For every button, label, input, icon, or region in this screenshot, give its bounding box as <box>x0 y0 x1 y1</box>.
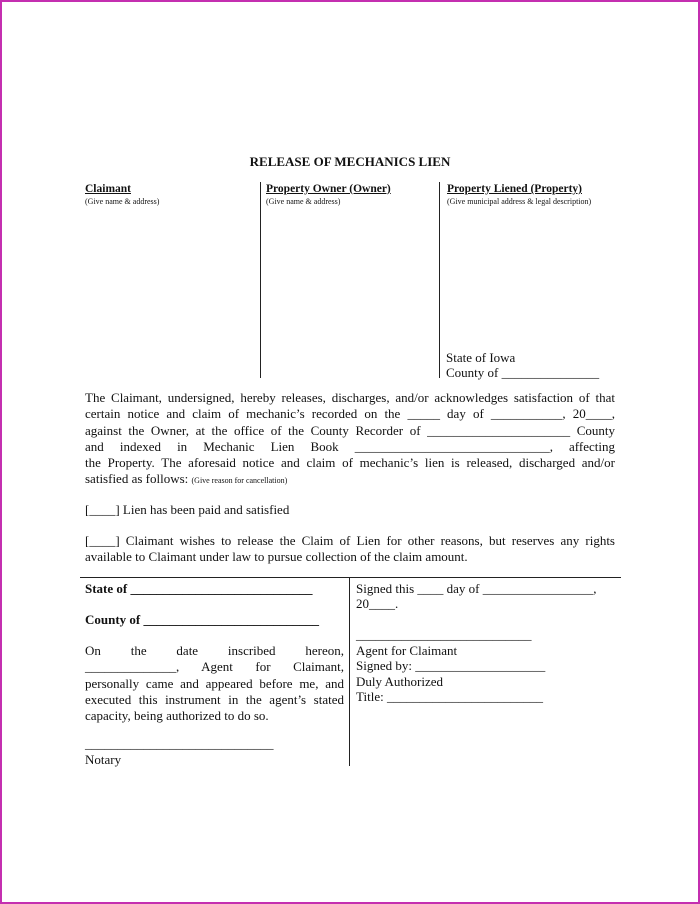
duly-authorized: Duly Authorized <box>356 674 444 689</box>
option-paid: [____] Lien has been paid and satisfied <box>85 502 290 517</box>
cancellation-note: (Give reason for cancellation) <box>191 476 288 486</box>
document-title: RELEASE OF MECHANICS LIEN <box>249 154 451 169</box>
signed-date-line: Signed this ____ day of _________________, <box>356 581 597 596</box>
owner-note: (Give name & address) <box>266 197 341 206</box>
notary-county: County of ___________________________ <box>85 612 320 627</box>
ack-line: On the date inscribed hereon, <box>85 643 344 658</box>
column-divider-2 <box>439 182 440 378</box>
owner-heading: Property Owner (Owner) <box>266 183 391 195</box>
acknowledgement <box>85 643 344 724</box>
notary-state: State of ____________________________ <box>85 581 313 596</box>
table-top-rule <box>80 577 621 578</box>
county-line: County of _______________ <box>446 365 600 380</box>
paragraph-line: certain notice and claim of mechanic’s recorded on the _____ day of ___________, 20____, <box>85 406 615 422</box>
property-heading: Property Liened (Property) <box>447 183 582 195</box>
property-note: (Give municipal address & legal description) <box>447 197 592 206</box>
option-other-line: [____] Claimant wishes to release the Claim of Lien for other reasons, but reserves any rights <box>85 533 615 548</box>
option-other-line: available to Claimant under law to pursue collection of the claim amount. <box>85 549 468 565</box>
ack-line: ______________, Agent for Claimant, <box>85 659 344 675</box>
option-other <box>85 533 615 566</box>
paragraph-line: against the Owner, at the office of the County Recorder of ______________________ County <box>85 422 615 438</box>
signed-year: 20____. <box>356 596 399 611</box>
paragraph-text: satisfied as follows: <box>85 471 189 487</box>
release-paragraph <box>85 390 615 490</box>
paragraph-line: the Property. The aforesaid notice and claim of mechanic’s lien is released, discharged and/or <box>85 455 615 471</box>
signed-by-line: Signed by: ____________________ <box>356 658 546 673</box>
claimant-note: (Give name & address) <box>85 197 160 206</box>
paragraph-line: The Claimant, undersigned, hereby releases, discharges, and/or acknowledges satisfaction of that <box>85 390 615 405</box>
column-divider-1 <box>260 182 261 378</box>
ack-line: executed this instrument in the agent’s stated <box>85 691 344 707</box>
ack-line: capacity, being authorized to do so. <box>85 708 269 724</box>
ack-line: personally came and appeared before me, and <box>85 675 344 691</box>
claimant-heading: Claimant <box>85 183 131 195</box>
paragraph-line <box>85 471 615 489</box>
state-line: State of Iowa <box>446 350 516 365</box>
agent-label: Agent for Claimant <box>356 643 458 658</box>
title-line: Title: ________________________ <box>356 689 543 704</box>
notary-label: Notary <box>85 752 122 767</box>
claimant-signature-line: ___________________________ <box>356 627 532 642</box>
table-divider <box>349 578 350 766</box>
notary-signature-line: _____________________________ <box>85 736 274 751</box>
paragraph-line: and indexed in Mechanic Lien Book ______________________________, affecting <box>85 438 615 454</box>
